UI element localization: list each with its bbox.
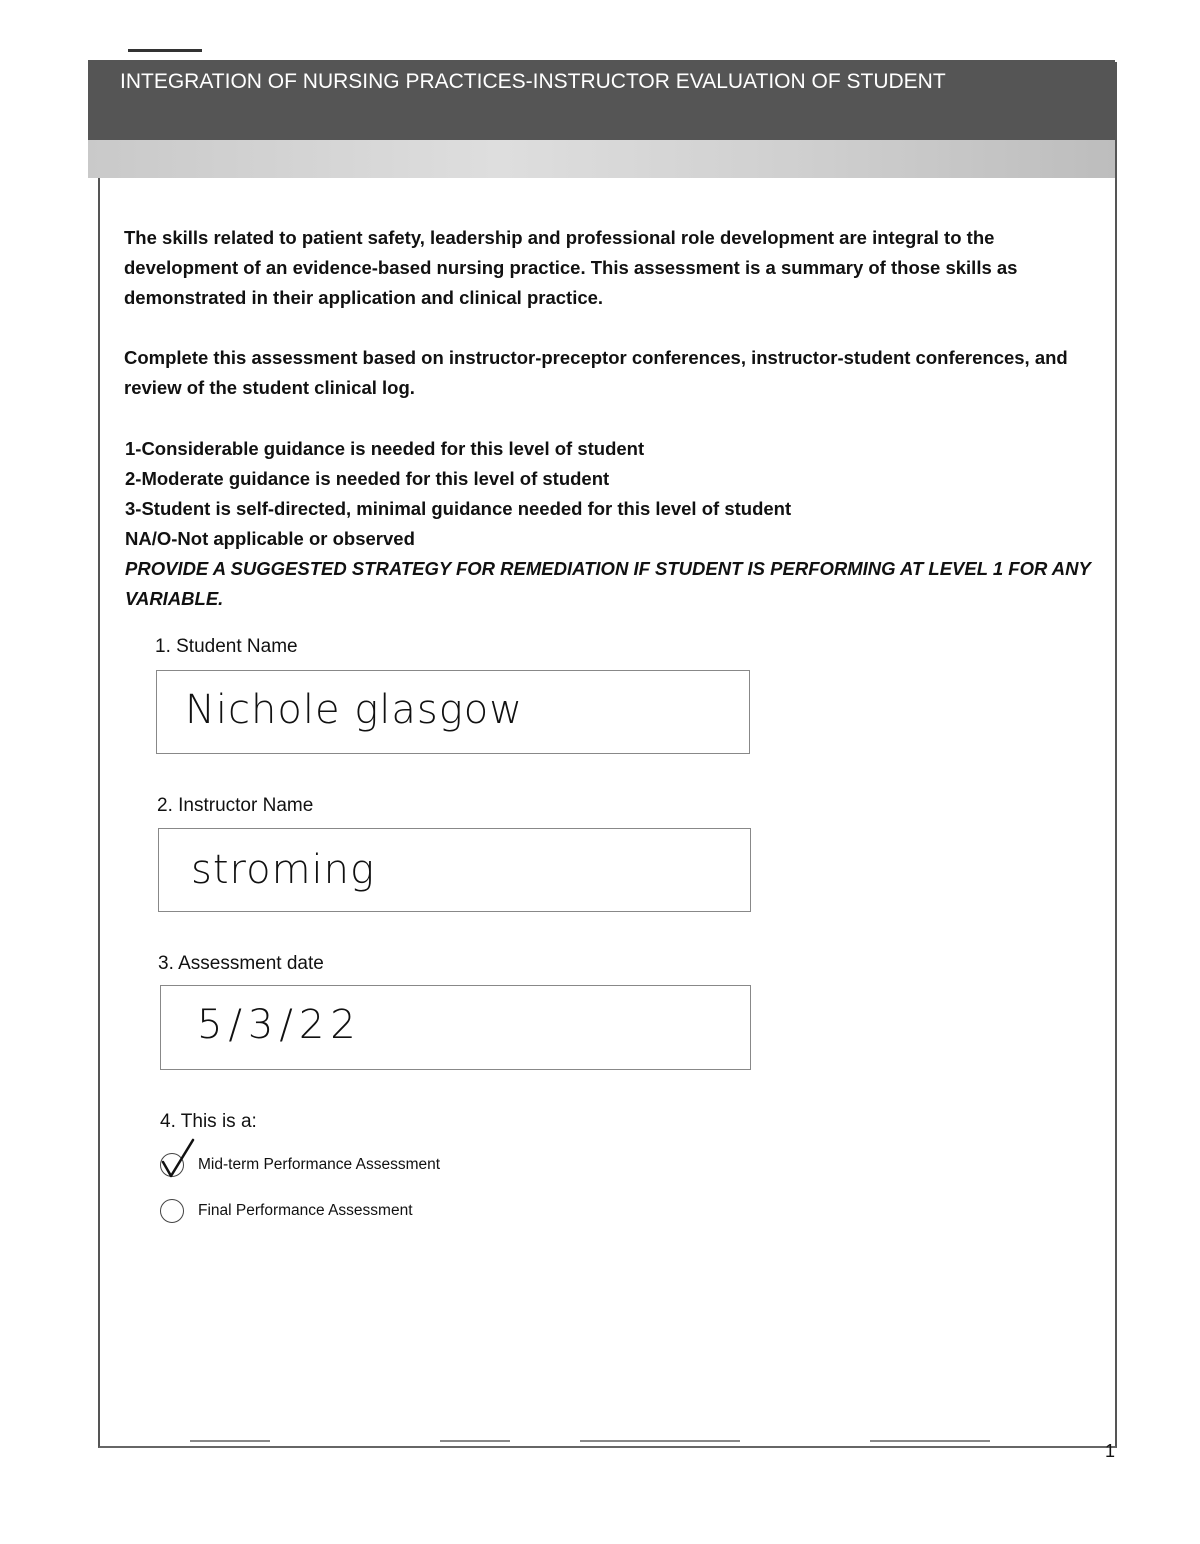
form-title: INTEGRATION OF NURSING PRACTICES-INSTRUCTOR EVALUATION OF STUDENT	[120, 70, 946, 93]
intro-paragraph-1: The skills related to patient safety, leadership and professional role development are integral to the development of an evidence-based nursing practice. This assessment is a summary of those skills as demonstrated in their application and clinical practice.	[124, 227, 1018, 308]
student-name-value: Nichole glasgow	[185, 687, 523, 733]
midterm-option-label: Mid-term Performance Assessment	[198, 1156, 441, 1173]
level-3-text: 3-Student is self-directed, minimal guidance needed for this level of student	[125, 498, 792, 519]
page-number: 1	[1105, 1441, 1116, 1461]
assessment-date-field[interactable]	[160, 985, 751, 1070]
option-final[interactable]	[160, 1199, 413, 1223]
rating-scale	[125, 434, 1105, 614]
intro-paragraph-2: Complete this assessment based on instructor-preceptor conferences, instructor-student conferences, and review of the student clinical log.	[124, 347, 1068, 398]
footer-dash	[440, 1440, 510, 1442]
assessment-type-label: 4. This is a:	[160, 1111, 257, 1132]
footer-dash	[870, 1440, 990, 1442]
level-na-text: NA/O-Not applicable or observed	[125, 528, 415, 549]
top-scan-mark	[128, 49, 202, 52]
level-2-text: 2-Moderate guidance is needed for this level of student	[125, 468, 610, 489]
student-name-field[interactable]	[156, 670, 750, 754]
footer-dash	[580, 1440, 740, 1442]
instructor-name-field[interactable]	[158, 828, 751, 912]
final-radio[interactable]	[160, 1199, 184, 1223]
student-name-label: 1. Student Name	[155, 636, 298, 657]
checkmark-icon	[159, 1136, 199, 1180]
midterm-radio[interactable]	[160, 1153, 184, 1177]
final-option-label: Final Performance Assessment	[198, 1202, 413, 1219]
assessment-date-value: 5/3/22	[197, 1002, 362, 1048]
footer-dash	[190, 1440, 270, 1442]
instructor-name-value: stroming	[191, 847, 375, 893]
assessment-date-label: 3. Assessment date	[158, 953, 324, 974]
level-1-text: 1-Considerable guidance is needed for this level of student	[125, 438, 645, 459]
remediation-instruction: PROVIDE A SUGGESTED STRATEGY FOR REMEDIATION IF STUDENT IS PERFORMING AT LEVEL 1 FOR ANY VARIABLE.	[125, 558, 1091, 609]
option-midterm[interactable]	[160, 1153, 440, 1177]
header-band	[88, 140, 1115, 178]
instructor-name-label: 2. Instructor Name	[157, 795, 314, 816]
